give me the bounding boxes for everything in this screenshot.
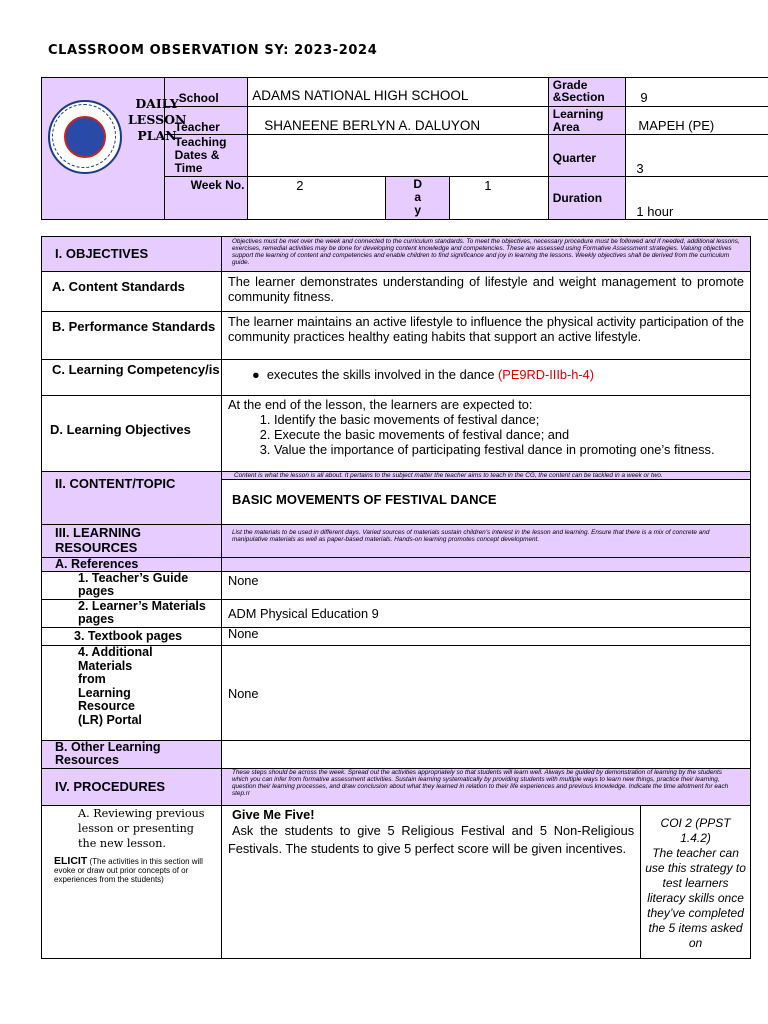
day-label: D a y [386, 177, 450, 220]
activity-title: Give Me Five! [231, 807, 315, 822]
objectives-heading: I. OBJECTIVES [42, 237, 222, 272]
content-standards-label: A. Content Standards [42, 272, 222, 312]
learning-objectives-intro: At the end of the lesson, the learners are expected to: [227, 397, 533, 412]
learners-materials-label: 2. Learner’s Materials pages [42, 600, 222, 628]
learning-area-value: MAPEH (PE) [626, 107, 768, 135]
grade-value: 9 [626, 78, 768, 107]
page-title: CLASSROOM OBSERVATION SY: 2023-2024 [48, 43, 378, 58]
week-label: Week No. [164, 177, 248, 220]
coi-cell [641, 806, 751, 959]
learners-materials-value: ADM Physical Education 9 [221, 600, 750, 628]
learning-competency-label: C. Learning Competency/is [42, 360, 222, 396]
objectives-note: Objectives must be met over the week and connected to the curriculum standards. To meet the objectives, necessary procedure must be followed and if needed, additional lessons, exercises, remedial activities may be done for developing content knowledge and competencies. These are assessed using Formative Assessment strategies. Valuing objectives support the learning of content and competencies and enable children to find significance and joy in learning the lessons. Weekly objectives shall be derived from the curriculum guide. [231, 238, 740, 266]
other-resources-value [221, 741, 750, 769]
content-note: Content is what the lesson is all about. It pertains to the subject matter the teacher aims to teach in the CG, the content can be tackled in a week or two. [222, 472, 750, 480]
elicit-block: ELICIT (The activities in this section will evoke or draw out prior concepts of or experiences from the students) [54, 855, 203, 884]
bullet-icon: ● [251, 367, 260, 382]
coi-title: COI 2 (PPST 1.4.2) [660, 816, 731, 845]
deped-seal-icon [48, 100, 122, 174]
textbook-pages-value: None [221, 628, 750, 646]
learning-objectives-cell [221, 396, 750, 472]
dlp-header-table [41, 77, 768, 220]
objective-item: 1. Identify the basic movements of festival dance; [274, 412, 744, 427]
performance-standards-label: B. Performance Standards [42, 312, 222, 360]
performance-standards-text: The learner maintains an active lifestyle to influence the physical activity participation of the community practices healthy eating habits that support an active lifestyle. [221, 312, 750, 360]
duration-label: Duration [548, 177, 626, 220]
content-topic: BASIC MOVEMENTS OF FESTIVAL DANCE [231, 492, 497, 507]
objective-item: 2. Execute the basic movements of festival dance; and [274, 427, 744, 442]
school-label: School [164, 78, 248, 107]
textbook-pages-label: 3. Textbook pages [42, 628, 222, 646]
additional-materials-label: 4. Additional Materials from Learning Resource (LR) Portal [42, 646, 222, 741]
school-value: ADAMS NATIONAL HIGH SCHOOL [248, 78, 548, 107]
reviewing-cell [42, 806, 222, 959]
learning-resources-heading: III. LEARNING RESOURCES [42, 525, 222, 558]
procedures-note: These steps should be across the week. Spread out the activities appropriately so that students will learn well. Always be guided by demonstration of learning by the students which you can infer from formative assessment activities. Sustain learning systematically by providing students with multiple ways to learn new things, practice their learning, question their learning processes, and draw conclusion about what they learned in relation to their life experiences and previous knowledge. Indicate the time allotment for each step.rr [231, 769, 729, 797]
references-value [221, 558, 750, 572]
activity-cell [221, 806, 640, 959]
teachers-guide-label: 1. Teacher’s Guide pages [42, 572, 222, 600]
references-label: A. References [42, 558, 222, 572]
activity-text: Ask the students to give 5 Religious Festival and 5 Non-Religious Festivals. The students to give 5 perfect score will be given incentives. [227, 823, 635, 856]
other-resources-label: B. Other Learning Resources [42, 741, 222, 769]
day-value: 1 [450, 177, 549, 220]
objective-item: 3. Value the importance of participating festival dance in promoting one’s fitness. [274, 442, 744, 457]
quarter-label: Quarter [548, 135, 626, 177]
deped-logo-cell [42, 78, 187, 220]
dlp-label: DAILY LESSON PLAN [128, 96, 187, 143]
lesson-plan-table [41, 236, 751, 959]
procedures-heading: IV. PROCEDURES [42, 769, 222, 806]
content-topic-heading: II. CONTENT/TOPIC [42, 472, 222, 525]
week-value: 2 [248, 177, 386, 220]
learning-competency-text: ● executes the skills involved in the dance (PE9RD-IIIb-h-4) [221, 360, 750, 396]
teaching-dates-label: Teaching Dates & Time [164, 135, 248, 177]
teacher-label: Teacher [164, 107, 248, 135]
additional-materials-value: None [221, 646, 750, 741]
teaching-dates-value [248, 135, 548, 177]
learning-area-label: Learning Area [548, 107, 626, 135]
duration-value: 1 hour [626, 177, 768, 220]
learning-objectives-label: D. Learning Objectives [42, 396, 222, 472]
teacher-value: SHANEENE BERLYN A. DALUYON [248, 107, 548, 135]
quarter-value: 3 [626, 135, 768, 177]
grade-label: Grade &Section [548, 78, 626, 107]
resources-note: List the materials to be used in different days. Varied sources of materials sustain children’s interest in the lesson and learning. Ensure that there is a mix of concrete and manipulative materials as well as paper-based materials. Hands-on learning promotes concept development. [231, 529, 710, 543]
teachers-guide-value: None [221, 572, 750, 600]
coi-text: The teacher can use this strategy to test learners literacy skills once they’ve completed the 5 items asked on [645, 846, 746, 950]
reviewing-label: A. Reviewing previous lesson or presenting the new lesson. [78, 807, 205, 850]
content-standards-text: The learner demonstrates understanding of lifestyle and weight management to promote community fitness. [221, 272, 750, 312]
